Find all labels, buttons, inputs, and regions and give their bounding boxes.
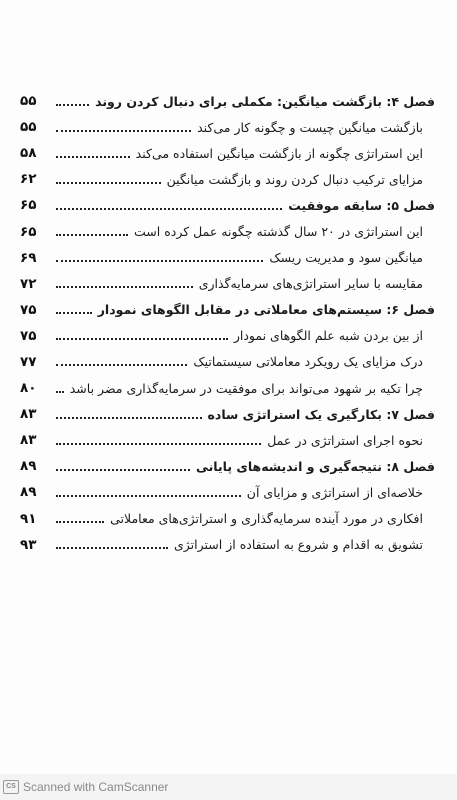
toc-section-row <box>20 532 435 558</box>
dot-leader <box>56 129 191 132</box>
toc-chapter-row <box>20 297 435 323</box>
toc-section-row <box>20 271 435 297</box>
toc-entry-title: خلاصه‌ای از استراتژی و مزایای آن <box>246 484 423 500</box>
toc-section-row <box>20 427 435 453</box>
toc-entry-title: فصل ۸: نتیجه‌گیری و اندیشه‌های پایانی <box>195 458 435 474</box>
toc-page-number: ۸۳ <box>20 432 37 449</box>
toc-entry-title: فصل ۶: سیستم‌های معاملاتی در مقابل الگوهای نمودار <box>97 302 435 318</box>
toc-page-number: ۷۵ <box>20 327 37 344</box>
toc-section-row <box>20 506 435 532</box>
toc-page-number: ۷۲ <box>20 275 37 292</box>
toc-section-row <box>20 245 435 271</box>
toc-page-number: ۵۵ <box>20 119 37 136</box>
toc-entry-title: این استراتژی چگونه از بازگشت میانگین استفاده می‌کند <box>135 145 423 161</box>
table-of-contents <box>20 88 435 558</box>
toc-entry-title: این استراتژی در ۲۰ سال گذشته چگونه عمل کرده است <box>134 224 423 240</box>
toc-page-number: ۵۸ <box>20 145 37 162</box>
toc-chapter-row <box>20 88 435 114</box>
toc-page-number: ۷۷ <box>20 353 37 370</box>
toc-page-number: ۹۱ <box>20 510 37 527</box>
toc-chapter-row <box>20 453 435 479</box>
toc-section-row <box>20 166 435 192</box>
dot-leader <box>56 207 282 210</box>
dot-leader <box>56 390 64 393</box>
dot-leader <box>56 337 228 340</box>
dot-leader <box>56 233 128 236</box>
dot-leader <box>56 285 193 288</box>
dot-leader <box>56 363 187 366</box>
toc-section-row <box>20 114 435 140</box>
toc-entry-title: مقایسه با سایر استراتژی‌های سرمایه‌گذاری <box>198 276 423 292</box>
dot-leader <box>56 155 130 158</box>
toc-section-row <box>20 375 435 401</box>
toc-section-row <box>20 323 435 349</box>
dot-leader <box>56 468 190 471</box>
toc-entry-title: تشویق به اقدام و شروع به استفاده از استراتژی <box>174 537 423 553</box>
dot-leader <box>56 311 92 314</box>
toc-entry-title: میانگین سود و مدیریت ریسک <box>269 250 423 266</box>
toc-page-number: ۶۵ <box>20 197 37 214</box>
toc-page-number: ۹۳ <box>20 536 37 553</box>
toc-chapter-row <box>20 192 435 218</box>
toc-page-number: ۸۹ <box>20 458 37 475</box>
toc-entry-title: فصل ۴: بازگشت میانگین: مکملی برای دنبال کردن روند <box>95 93 435 109</box>
toc-page-number: ۸۹ <box>20 484 37 501</box>
toc-section-row <box>20 479 435 505</box>
scan-watermark <box>0 774 457 800</box>
toc-entry-title: درک مزایای یک رویکرد معاملاتی سیستماتیک <box>193 354 423 370</box>
dot-leader <box>56 416 202 419</box>
toc-page-number: ۸۰ <box>20 380 37 397</box>
toc-page-number: ۷۵ <box>20 301 37 318</box>
toc-entry-title: بازگشت میانگین چیست و چگونه کار می‌کند <box>197 119 423 135</box>
toc-entry-title: فصل ۷: بکارگیری یک استراتژی ساده <box>207 406 435 422</box>
dot-leader <box>56 520 104 523</box>
camscanner-logo-icon: CS <box>3 780 19 794</box>
toc-entry-title: نحوه اجرای استراتژی در عمل <box>267 432 423 448</box>
toc-entry-title: چرا تکیه بر شهود می‌تواند برای موفقیت در سرمایه‌گذاری مضر باشد <box>69 380 423 396</box>
dot-leader <box>56 494 241 497</box>
toc-section-row <box>20 218 435 244</box>
toc-entry-title: فصل ۵: سابقه موفقیت <box>288 197 435 213</box>
toc-entry-title: افکاری در مورد آینده سرمایه‌گذاری و استراتژی‌های معاملاتی <box>110 511 423 527</box>
toc-page-number: ۶۲ <box>20 171 37 188</box>
toc-page-number: ۶۹ <box>20 249 37 266</box>
toc-section-row <box>20 349 435 375</box>
dot-leader <box>56 181 161 184</box>
scan-watermark-text: Scanned with CamScanner <box>23 780 169 794</box>
dot-leader <box>56 259 263 262</box>
dot-leader <box>56 546 168 549</box>
toc-section-row <box>20 140 435 166</box>
dot-leader <box>56 103 89 106</box>
toc-page-number: ۵۵ <box>20 93 37 110</box>
toc-page-number: ۸۳ <box>20 406 37 423</box>
toc-page-number: ۶۵ <box>20 223 37 240</box>
toc-entry-title: مزایای ترکیب دنبال کردن روند و بازگشت میانگین <box>166 171 423 187</box>
toc-entry-title: از بین بردن شبه علم الگوهای نمودار <box>233 328 423 344</box>
dot-leader <box>56 442 261 445</box>
toc-chapter-row <box>20 401 435 427</box>
